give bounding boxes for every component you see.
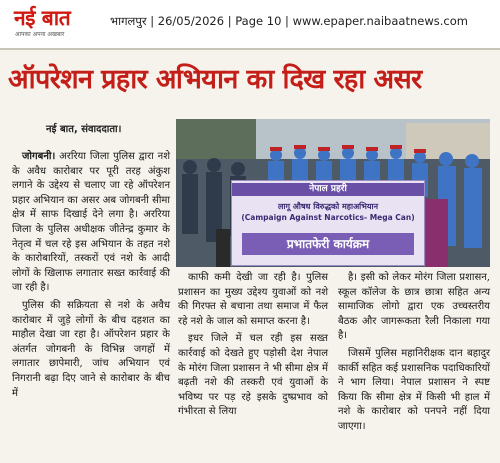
article-paragraph: है। इसी को लेकर मोरंग जिला प्रशासन, स्कूल कॉलेज के छात्र छात्रा सहित अन्य सामाजिक लोगो द्वारा एक उच्चस्तरीय बैठक और जागरूकता रैली निकाला गया है। [338,272,490,342]
article-paragraph: पुलिस की सक्रियता से नशे के अवैध कारोबार में जुड़े लोगों के बीच दहशत का माहौल देखा जा रहा है। ऑपरेशन प्रहार के अंतर्गत जोगबनी के विभिन्न जगहों में लगातार छापेमारी, जांच अभियान एवं निगरानी बढ़ा दिए जाने से कारोबार के बीच में [12,299,170,399]
meta-separator: | [285,14,293,28]
meta-separator: | [150,14,158,28]
dateline: जोगबनी। [22,151,56,162]
logo-tagline: आपका अपना अखबार [15,31,65,38]
meta-separator: | [227,14,236,28]
banner-subtitle: लागू औषध विरुद्धको महाअभियान [277,202,379,211]
article-byline: नई बात, संवाददाता। [46,124,122,135]
banner-program-label: प्रभातफेरी कार्यक्रम [242,233,414,255]
article-paragraph: काफी कमी देखी जा रही है। पुलिस प्रशासन का मुख्य उद्देश्य युवाओं को नशे की गिरफ्त से बचाना तथा समाज में फैल रहे नशे के जाल को समाप्त करना है। [178,272,328,327]
edition-date: 26/05/2026 [157,14,225,28]
banner-english-text: (Campaign Against Narcotics- Mega Can) [241,213,415,222]
article-paragraph [12,150,170,296]
rally-banner [231,180,425,266]
page-number: Page 10 [235,14,282,28]
paragraph-text: अररिया जिला पुलिस द्वारा नशे के अवैध कारोबार पर पूरी तरह अंकुश लगाने के उद्देश्य से चलाए जा रहे ऑपरेशन प्रहार अभियान का असर अब जोगबनी सीमा क्षेत्र में साफ दिखाई देने लगा है। अररिया जिला के पुलिस अधीक्षक जीतेन्द्र कुमार के नेतृत्व में चल रहे इस अभियान के तहत नशे के कारोबारियों, तस्करों एवं नशे के आदी लोगों के खिलाफ लगातार सख्त कार्रवाई की जा रही है। [12,151,170,294]
article-column-3 [338,271,490,435]
banner-title: नेपाल प्रहरी [232,183,424,196]
article-column-1 [12,150,170,401]
masthead-divider [0,48,500,50]
article-column-2 [178,271,328,420]
newspaper-logo[interactable]: नई बात [14,6,71,30]
article-paragraph: जिसमें पुलिस महानिरीक्षक दान बहादुर कार्की सहित कई प्रशासनिक पदाधिकारियों ने भाग लिया। नेपाल प्रशासन ने स्पष्ट किया कि सीमा क्षेत्र में किसी भी हाल में नशे के कारोबार को पनपने नहीं दिया जाएगा। [338,347,490,432]
article-paragraph: इधर जिले में चल रही इस सख्त कार्रवाई को देखते हुए पड़ोसी देश नेपाल के मोरंग जिला प्रशासन ने भी सीमा क्षेत्र में बढ़ती नशे की तस्करी एवं युवाओं के भविष्य पर पड़ रहे इसके दुष्प्रभाव को गंभीरता से लिया [178,333,328,418]
masthead [0,0,500,48]
edition-info [110,14,468,29]
website-link[interactable]: www.epaper.naibaatnews.com [292,14,468,28]
article-headline: ऑपरेशन प्रहार अभियान का दिख रहा असर [8,64,422,95]
edition-city: भागलपुर [110,14,147,28]
